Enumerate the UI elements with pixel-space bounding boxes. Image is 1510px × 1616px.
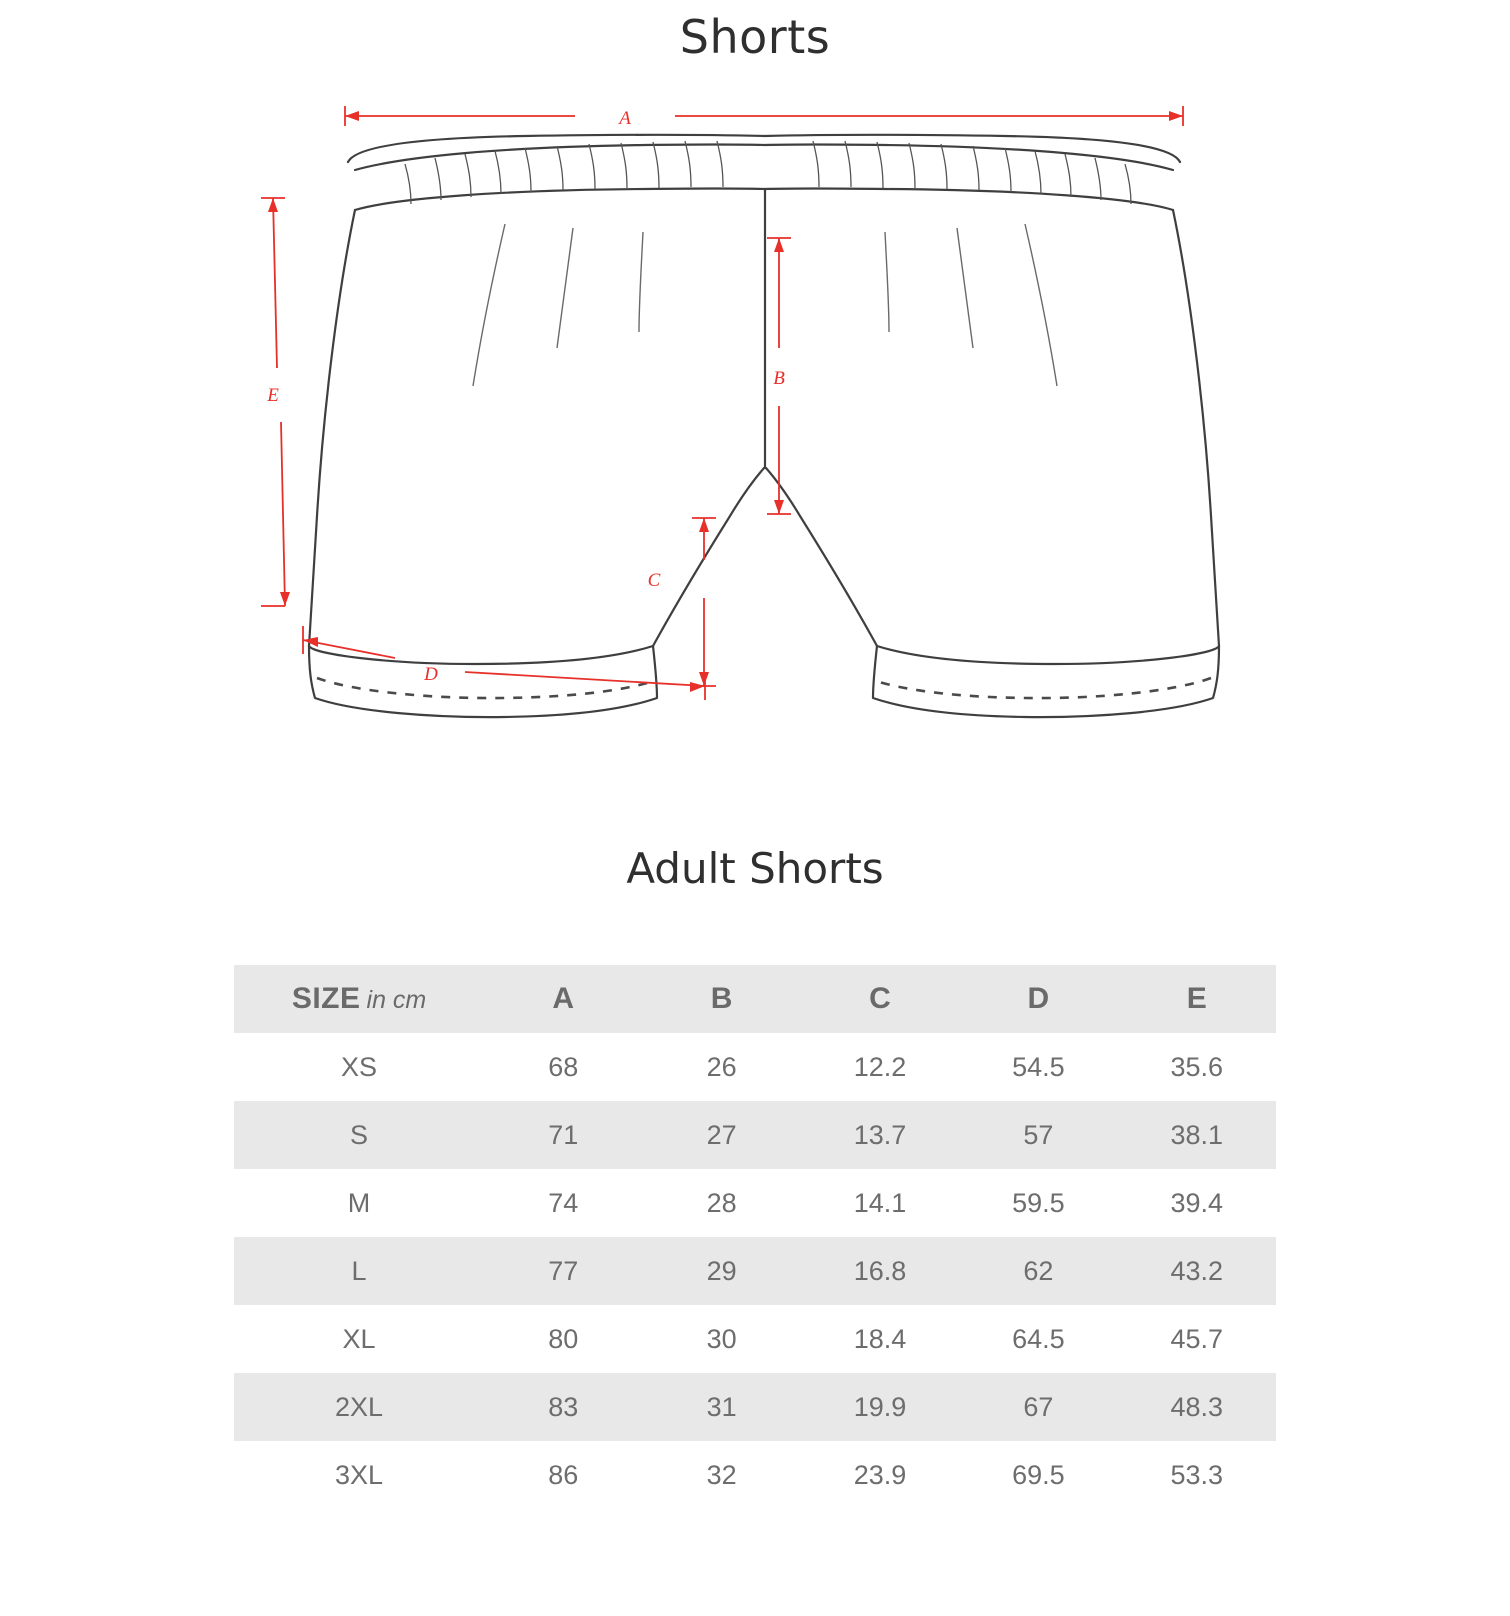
cell-d: 62 (1023, 1255, 1054, 1286)
shorts-technical-drawing (205, 86, 1305, 766)
column-header-size (234, 965, 484, 1033)
cell-c: 12.2 (853, 1051, 907, 1082)
cell-a: 74 (548, 1187, 579, 1218)
cell-c: 14.1 (853, 1187, 907, 1218)
cell-b: 30 (706, 1323, 737, 1354)
cell-size: XS (341, 1051, 378, 1082)
column-header-e: E (1186, 982, 1207, 1015)
cell-b: 26 (706, 1051, 737, 1082)
cell-e: 38.1 (1170, 1119, 1224, 1150)
cell-b: 31 (706, 1391, 737, 1422)
cell-a: 86 (548, 1459, 579, 1490)
cell-d: 64.5 (1012, 1323, 1065, 1354)
cell-d: 67 (1023, 1391, 1054, 1422)
dimension-label-e: E (267, 385, 279, 406)
cell-size: 2XL (335, 1391, 384, 1422)
cell-e: 45.7 (1170, 1323, 1224, 1354)
cell-a: 80 (548, 1323, 579, 1354)
cell-d: 54.5 (1012, 1051, 1065, 1082)
column-header-a: A (552, 982, 575, 1015)
cell-b: 27 (706, 1119, 737, 1150)
cell-a: 83 (548, 1391, 579, 1422)
column-header-c: C (869, 982, 891, 1015)
cell-size: M (347, 1187, 371, 1218)
cell-e: 48.3 (1170, 1391, 1224, 1422)
cell-e: 39.4 (1170, 1187, 1224, 1218)
cell-size: XL (342, 1323, 376, 1354)
cell-c: 19.9 (853, 1391, 907, 1422)
table-row (234, 1033, 1276, 1101)
cell-e: 35.6 (1170, 1051, 1224, 1082)
cell-b: 28 (706, 1187, 737, 1218)
cell-a: 68 (548, 1051, 579, 1082)
size-table-body (234, 1033, 1276, 1509)
cell-size: S (350, 1119, 369, 1150)
cell-a: 77 (548, 1255, 579, 1286)
dimension-label-d: D (424, 664, 438, 685)
cell-c: 23.9 (853, 1459, 907, 1490)
size-header-unit: in cm (366, 986, 427, 1014)
cell-e: 43.2 (1170, 1255, 1224, 1286)
section-title: Adult Shorts (626, 844, 884, 893)
cell-b: 32 (706, 1459, 737, 1490)
table-header-row (234, 965, 1276, 1033)
dimension-label-b: B (773, 368, 785, 389)
size-header-label: SIZE (291, 982, 361, 1015)
shorts-diagram-container (0, 86, 1510, 786)
size-table-container (234, 965, 1276, 1509)
cell-a: 71 (548, 1119, 579, 1150)
table-row (234, 1237, 1276, 1305)
size-table (234, 965, 1276, 1509)
cell-size: L (351, 1255, 367, 1286)
dimension-label-c: C (647, 570, 661, 591)
page-title: Shorts (679, 10, 831, 64)
size-table-head (234, 965, 1276, 1033)
column-header-b: B (710, 982, 733, 1015)
cell-c: 16.8 (853, 1255, 907, 1286)
table-row (234, 1441, 1276, 1509)
table-row (234, 1169, 1276, 1237)
cell-d: 59.5 (1012, 1187, 1065, 1218)
shorts-outline (309, 135, 1219, 717)
column-header-d: D (1027, 982, 1050, 1015)
cell-e: 53.3 (1170, 1459, 1224, 1490)
table-row (234, 1101, 1276, 1169)
cell-c: 13.7 (853, 1119, 907, 1150)
dimension-lines (261, 106, 1183, 700)
cell-d: 69.5 (1012, 1459, 1065, 1490)
size-chart-page (0, 10, 1510, 1616)
table-row (234, 1373, 1276, 1441)
cell-size: 3XL (335, 1459, 384, 1490)
hem-stitching (317, 678, 1211, 698)
table-row (234, 1305, 1276, 1373)
cell-c: 18.4 (853, 1323, 907, 1354)
cell-d: 57 (1023, 1119, 1054, 1150)
cell-b: 29 (706, 1255, 737, 1286)
dimension-label-a: A (619, 108, 631, 129)
